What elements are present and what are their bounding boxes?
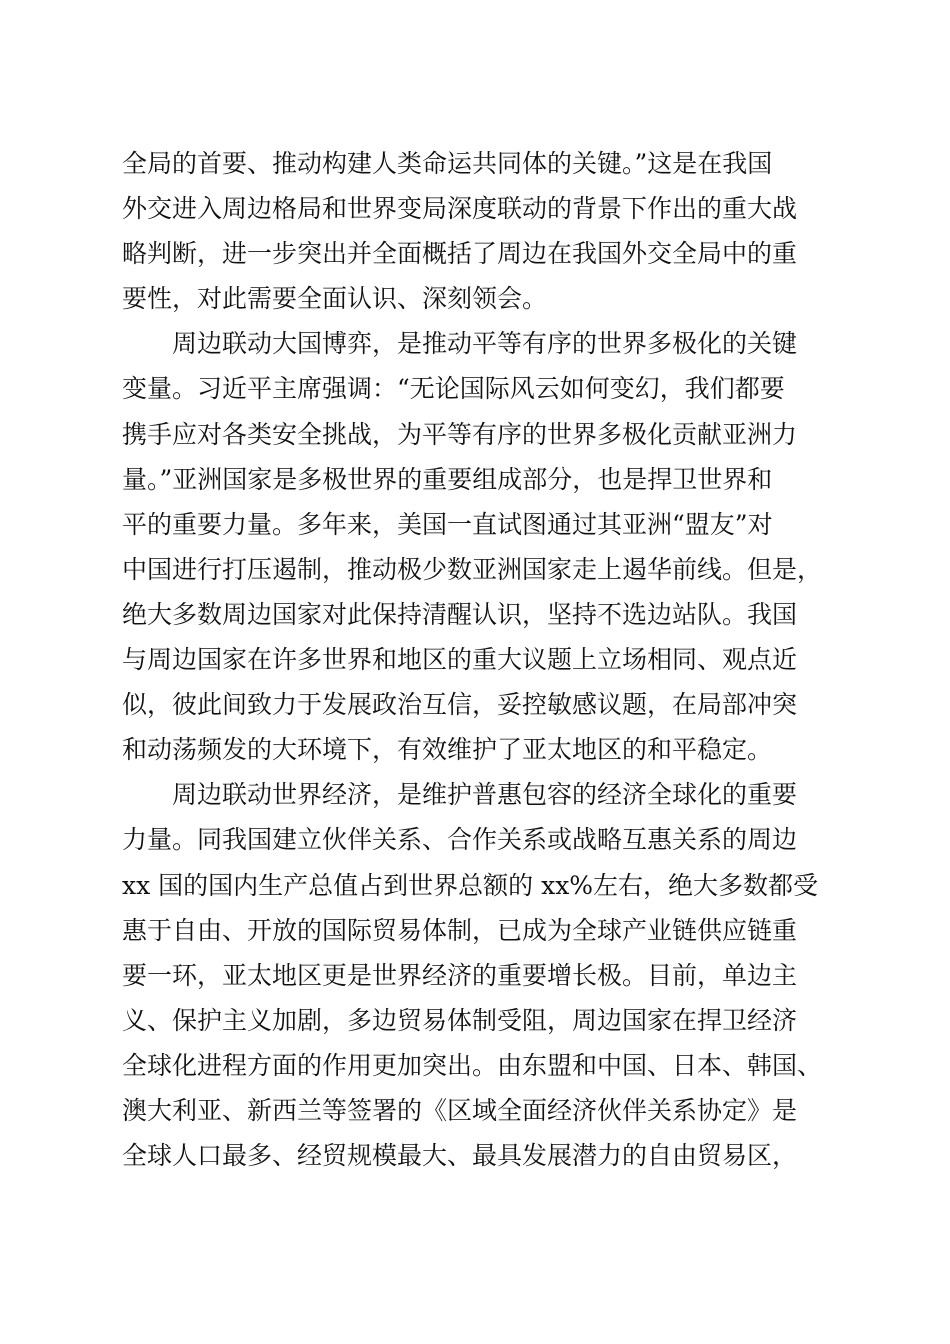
paragraph-1-line-4: 要性，对此需要全面认识、深刻领会。 — [122, 284, 548, 314]
document-body — [122, 141, 832, 1178]
paragraph-2-line-3: 携手应对各类安全挑战，为平等有序的世界多极化贡献亚洲力 — [122, 419, 798, 449]
paragraph-1-line-3: 略判断，进一步突出并全面概括了周边在我国外交全局中的重 — [122, 239, 798, 269]
paragraph-3-line-6: 义、保护主义加剧，多边贸易体制受阻，周边国家在捍卫经济 — [122, 1005, 798, 1035]
paragraph-2-line-4: 量。”亚洲国家是多极世界的重要组成部分，也是捍卫世界和 — [122, 464, 773, 494]
paragraph-3-line-1: 周边联动世界经济，是维护普惠包容的经济全球化的重要 — [172, 780, 798, 810]
paragraph-3-line-5: 要一环，亚太地区更是世界经济的重要增长极。目前，单边主 — [122, 960, 798, 990]
paragraph-3-line-8: 澳大利亚、新西兰等签署的《区域全面经济伙伴关系协定》是 — [122, 1095, 798, 1125]
paragraph-3-line-9: 全球人口最多、经贸规模最大、最具发展潜力的自由贸易区， — [122, 1141, 798, 1171]
paragraph-1-line-2: 外交进入周边格局和世界变局深度联动的背景下作出的重大战 — [122, 194, 798, 224]
paragraph-2-line-7: 绝大多数周边国家对此保持清醒认识，坚持不选边站队。我国 — [122, 599, 798, 629]
paragraph-3-line-7: 全球化进程方面的作用更加突出。由东盟和中国、日本、韩国、 — [122, 1050, 823, 1080]
paragraph-1-line-1: 全局的首要、推动构建人类命运共同体的关键。”这是在我国 — [122, 149, 773, 178]
paragraph-2-line-8: 与周边国家在许多世界和地区的重大议题上立场相同、观点近 — [122, 645, 798, 675]
paragraph-2-line-2: 变量。习近平主席强调：“无论国际风云如何变幻，我们都要 — [122, 374, 785, 404]
paragraph-2-line-9: 似，彼此间致力于发展政治互信，妥控敏感议题，在局部冲突 — [122, 690, 798, 720]
paragraph-3-line-3: xx 国的国内生产总值占到世界总额的 xx%左右，绝大多数都受 — [122, 870, 819, 900]
paragraph-2-line-1: 周边联动大国博弈，是推动平等有序的世界多极化的关键 — [172, 329, 798, 359]
paragraph-2-line-5: 平的重要力量。多年来，美国一直试图通过其亚洲“盟友”对 — [122, 509, 773, 539]
paragraph-3-line-4: 惠于自由、开放的国际贸易体制，已成为全球产业链供应链重 — [122, 915, 798, 945]
paragraph-3-line-2: 力量。同我国建立伙伴关系、合作关系或战略互惠关系的周边 — [122, 825, 798, 855]
paragraph-2-line-10: 和动荡频发的大环境下，有效维护了亚太地区的和平稳定。 — [122, 735, 773, 765]
paragraph-2-line-6: 中国进行打压遏制，推动极少数亚洲国家走上遏华前线。但是， — [122, 554, 823, 584]
